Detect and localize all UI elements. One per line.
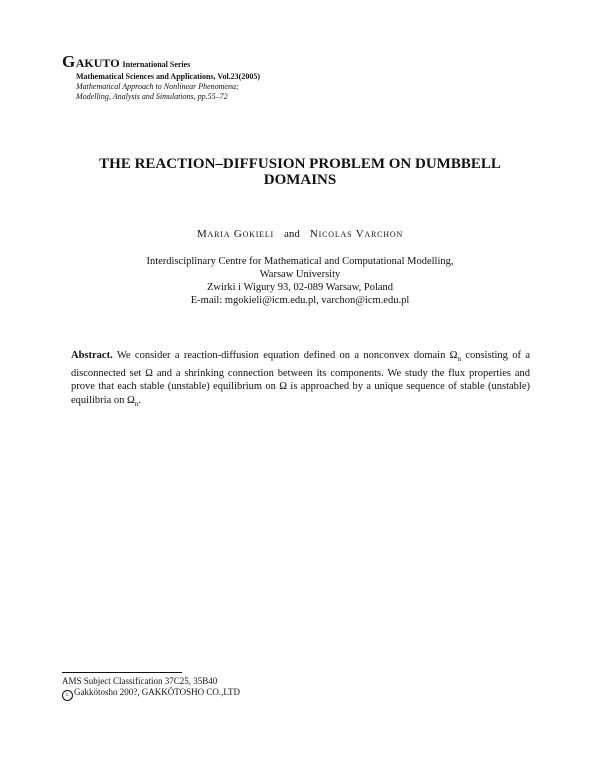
- series-name: International Series: [122, 60, 191, 69]
- affiliation: [60, 255, 540, 307]
- abstract-text-1: We consider a reaction-diffusion equation defined on a nonconvex domain Ω: [116, 350, 458, 361]
- author-1: Maria Gokieli: [196, 228, 275, 240]
- affiliation-line-2: Warsaw University: [259, 269, 341, 280]
- abstract-text-3: .: [138, 394, 141, 406]
- affiliation-email: E-mail: mgokieli@icm.edu.pl, varchon@icm.edu.pl: [190, 295, 410, 306]
- series-title: [62, 52, 260, 72]
- abstract-sub-1: n: [457, 355, 461, 364]
- footnote: [62, 676, 240, 701]
- abstract-text-2: consisting of a disconnected set Ω and a shrinking connection between its components. We study the flux properties and prove that each stable (unstable) equilibrium on Ω is approached by a unique sequence of stable (unstable) equilibria on Ω: [71, 350, 530, 406]
- author-2: Nicolas Varchon: [309, 228, 404, 240]
- copyright-line: [62, 687, 240, 701]
- book-line-1: Mathematical Approach to Nonlinear Phenomena;: [76, 82, 239, 91]
- authors: [60, 228, 540, 240]
- affiliation-line-1: Interdisciplinary Centre for Mathematical and Computational Modelling,: [146, 256, 454, 267]
- author-conjunction: and: [284, 228, 300, 240]
- abstract: [71, 349, 530, 411]
- copyright-icon: c: [62, 690, 73, 701]
- journal-line: Mathematical Sciences and Applications, Vol.23(2005): [76, 72, 261, 81]
- abstract-label: Abstract.: [71, 350, 113, 361]
- ams-classification: AMS Subject Classification 37C25, 35B40: [62, 676, 218, 686]
- abstract-sub-2: n: [134, 399, 139, 408]
- book-line-2: Modelling, Analysis and Simulations, pp.55–72: [76, 92, 228, 101]
- footnote-rule: [62, 672, 182, 673]
- title-line-2: DOMAINS: [263, 172, 337, 188]
- gakuto-initial: G: [62, 52, 76, 71]
- copyright-text: Gakkötosho 200?, GAKKÖTOSHO CO.,LTD: [74, 687, 240, 697]
- paper-title: [60, 156, 540, 188]
- gakuto-rest: AKUTO: [75, 56, 120, 70]
- affiliation-line-3: Zwirki i Wigury 93, 02-089 Warsaw, Poland: [206, 282, 394, 293]
- series-header: [62, 52, 260, 102]
- title-line-1: THE REACTION–DIFFUSION PROBLEM ON DUMBBELL: [99, 156, 501, 172]
